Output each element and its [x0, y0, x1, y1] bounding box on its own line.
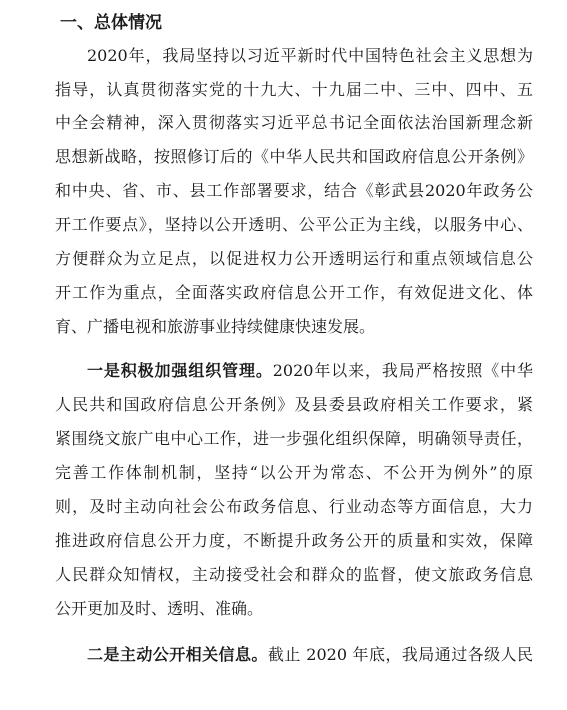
paragraph-2-first-rest: 2020年以来，我局严格按照《中华 [272, 361, 533, 380]
paragraph-1-line: 思想新战略，按照修订后的《中华人民共和国政府信息公开条例》 [55, 147, 533, 166]
paragraph-1-line: 中全会精神，深入贯彻落实习近平总书记全面依法治国新理念新 [55, 113, 533, 132]
paragraph-1-line: 指导，认真贯彻落实党的十九大、十九届二中、三中、四中、五 [55, 80, 533, 99]
paragraph-1-line: 方便群众为立足点，以促进权力公开透明运行和重点领域信息公 [55, 249, 533, 268]
paragraph-2-line: 人民共和国政府信息公开条例》及县委县政府相关工作要求，紧 [55, 395, 533, 414]
paragraph-1-line: 育、广播电视和旅游事业持续健康快速发展。 [55, 317, 376, 336]
paragraph-2-line: 公开更加及时、透明、准确。 [55, 599, 264, 618]
paragraph-2-line: 人民群众知情权，主动接受社会和群众的监督，使文旅政务信息 [55, 565, 533, 584]
paragraph-2-line: 推进政府信息公开力度，不断提升政务公开的质量和实效，保障 [55, 531, 533, 550]
paragraph-1-line: 和中央、省、市、县工作部署要求，结合《彰武县2020年政务公 [55, 181, 533, 200]
paragraph-1-line: 开工作为重点，全面落实政府信息公开工作，有效促进文化、体 [55, 283, 533, 302]
paragraph-3-lead: 二是主动公开相关信息。 [87, 645, 268, 664]
paragraph-1-line: 开工作要点》，坚持以公开透明、公平公正为主线，以服务中心、 [55, 215, 533, 234]
paragraph-2-line: 则，及时主动向社会公布政务信息、行业动态等方面信息，大力 [55, 497, 533, 516]
paragraph-2-lead: 一是积极加强组织管理。 [87, 361, 273, 380]
paragraph-3-first-rest: 截止 2020 年底，我局通过各级人民 [267, 645, 533, 664]
paragraph-2-line: 紧围绕文旅广电中心工作，进一步强化组织保障，明确领导责任， [55, 429, 533, 448]
paragraph-2-first-line [87, 356, 533, 386]
paragraph-3-first-line [87, 640, 533, 670]
paragraph-2-line: 完善工作体制机制，坚持“以公开为常态、不公开为例外”的原 [55, 463, 533, 482]
section-heading: 一、总体情况 [60, 13, 162, 33]
paragraph-1-line: 2020年，我局坚持以习近平新时代中国特色社会主义思想为 [87, 46, 533, 65]
